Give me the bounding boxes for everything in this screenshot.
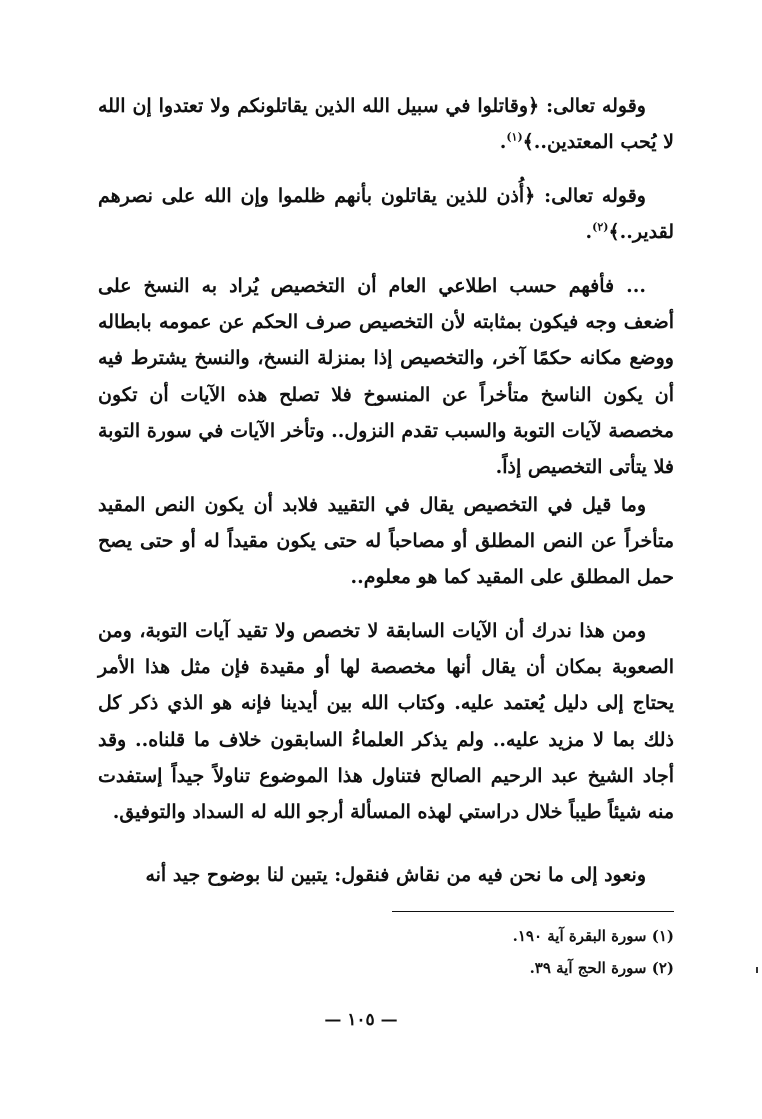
paragraph-text: ونعود إلى ما نحن فيه من نقاش فنقول: يتبين لنا بوضوح جيد أنه [145,864,646,886]
body-paragraph-conclusion [98,613,674,830]
paragraph-text: وقوله تعالى: ﴿أُذن للذين يقاتلون بأنهم ظلموا وإن الله على نصرهم لقدير..﴾ [98,185,674,244]
footnote-ref-2: (٢) [592,220,609,234]
footnote-2: (٢) سورة الحج آية ٣٩. [529,959,674,977]
paragraph-text: ... فأفهم حسب اطلاعي العام أن التخصيص يُراد به النسخ على أضعف وجه فيكون بمثابته لأن التخصيص صرف الحكم عن عمومه بابطاله ووضع مكانه حكمًا آخر، والتخصيص إذا بمنزلة النسخ، والنسخ يشترط فيه أن يكون الناسخ متأخراً عن المنسوخ فلا تصلح هذه الآيات أن تكون مخصصة لآيات التوبة والسبب تقدم النزول.. وتأخر الآيات في سورة التوبة فلا يتأتى التخصيص إذاً. [98,275,674,479]
paragraph-end: . [585,221,593,244]
paragraph-text: وقوله تعالى: ﴿وقاتلوا في سبيل الله الذين يقاتلونكم ولا تعتدوا إن الله لا يُحب المعتدين..﴾ [98,95,674,154]
body-paragraph-specification [98,268,674,485]
footnote-divider [392,911,674,912]
paragraph-text: ومن هذا ندرك أن الآيات السابقة لا تخصص ولا تقيد آيات التوبة، ومن الصعوبة بمكان أن يقال أنها مخصصة لها أو مقيدة فإن مثل هذا الأمر يحتاج إلى دليل يُعتمد عليه. وكتاب الله بين أيدينا فإنه هو الذي ذكر كل ذلك بما لا مزيد عليه.. ولم يذكر العلماءُ السابقون خلاف ما قلناه.. وقد أجاد الشيخ عبد الرحيم الصالح فتناول هذا الموضوع تناولاً جيداً إستفدت منه شيئاً طيباً خلال دراستي لهذه المسألة أرجو الله له السداد والتوفيق. [98,620,674,824]
paragraph-text: وما قيل في التخصيص يقال في التقييد فلابد أن يكون النص المقيد متأخراً عن النص المطلق أو مصاحباً له حتى يكون مقيداً له أو حتى يصح حمل المطلق على المقيد كما هو معلوم.. [98,494,674,589]
quran-quote-paragraph-1 [98,88,674,160]
footnote-ref-1: (١) [506,130,523,144]
page-number: — ١٠٥ — [324,1010,398,1030]
body-paragraph-restriction [98,487,674,596]
paragraph-end: . [499,131,507,154]
body-paragraph-continuation [98,857,674,893]
scan-mark [756,967,758,973]
quran-quote-paragraph-2 [98,178,674,250]
footnote-1: (١) سورة البقرة آية ١٩٠. [512,927,674,945]
